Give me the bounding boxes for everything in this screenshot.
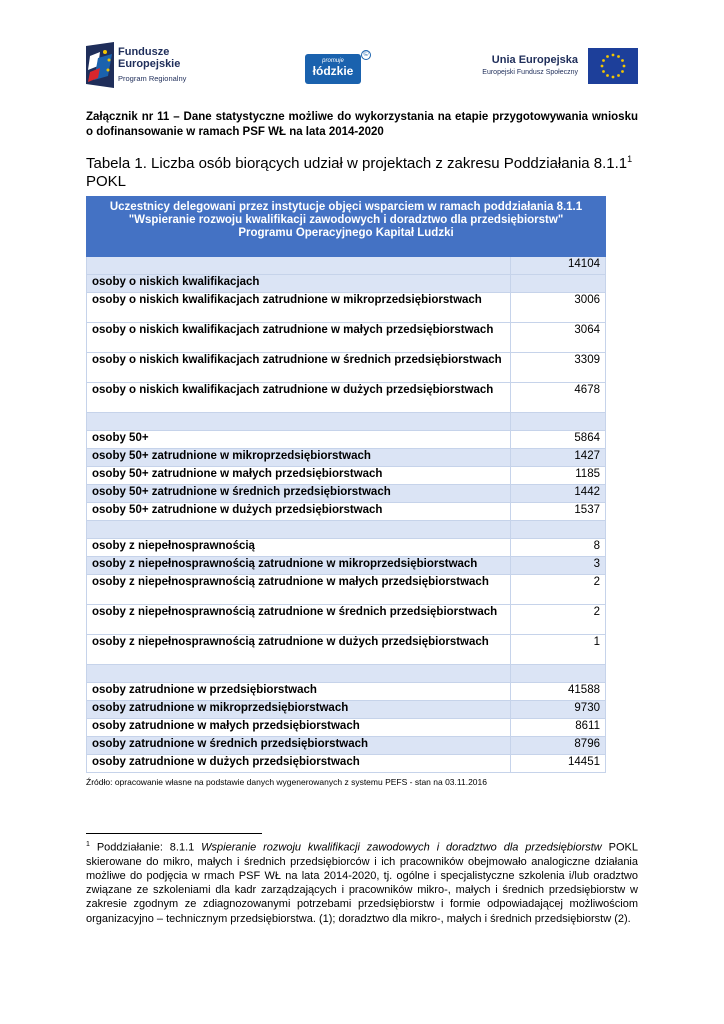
- table-row: [87, 665, 606, 683]
- table-header-cell: [87, 197, 606, 257]
- table-row: [87, 683, 606, 701]
- table-row: [87, 257, 606, 275]
- table-row: [87, 275, 606, 293]
- row-label: osoby z niepełnosprawnością zatrudnione w mikroprzedsiębiorstwach: [87, 557, 511, 575]
- row-label: osoby zatrudnione w przedsiębiorstwach: [87, 683, 511, 701]
- fe-flag-icon: [86, 42, 114, 88]
- row-value: 2: [511, 575, 606, 605]
- footnote-rest: POKL skierowane do mikro, małych i średnich przedsiębiorców i ich pracowników obejmowało analogiczne działania możliwe do podjęcia w rmach PSF WŁ na lata 2014-2020, tj. ogólne i specjalistyczne szkolenia i/lub oradztwo związane ze szkoleniami dla kadr zarządzających i pracowników mikro-, małych i średnich przedsiębiorstw w zakresie zgodnym ze zdiagnozowanymi potrzebami przedsiębiorstw i formie odpowiadającej możliwościom organizacyjno – technicznym przedsiębiorstwa. (1); doradztwo dla mikro-, małych i średnich przedsiębiorstw (2).: [86, 841, 638, 925]
- promuje-lodzkie-logo: [305, 50, 369, 86]
- statistics-table: [86, 196, 606, 773]
- table-row: [87, 701, 606, 719]
- table-row: [87, 467, 606, 485]
- row-label: osoby 50+ zatrudnione w średnich przedsiębiorstwach: [87, 485, 511, 503]
- row-label: osoby o niskich kwalifikacjach zatrudnione w małych przedsiębiorstwach: [87, 323, 511, 353]
- header-line-1: Uczestnicy delegowani przez instytucje objęci wsparciem w ramach poddziałania 8.1.1: [109, 201, 583, 213]
- lodz-small-text: promuje: [322, 58, 344, 64]
- row-label: [87, 413, 511, 431]
- table-title-tail: POKL: [86, 173, 127, 190]
- fe-subtitle: Program Regionalny: [118, 74, 187, 83]
- row-value: 14104: [511, 257, 606, 275]
- row-value: 41588: [511, 683, 606, 701]
- footnote-number: 1: [86, 841, 90, 848]
- row-value: 8796: [511, 737, 606, 755]
- table-row: [87, 605, 606, 635]
- table-row: [87, 323, 606, 353]
- row-label: osoby z niepełnosprawnością zatrudnione w dużych przedsiębiorstwach: [87, 635, 511, 665]
- row-label: osoby 50+: [87, 431, 511, 449]
- footnote-divider: [86, 833, 262, 834]
- table-row: [87, 635, 606, 665]
- ue-title: Unia Europejska: [491, 54, 578, 66]
- table-title: [86, 150, 638, 191]
- footnote-ref: 1: [627, 154, 633, 164]
- footnote: [86, 838, 638, 926]
- row-label: osoby o niskich kwalifikacjach: [87, 275, 511, 293]
- row-value: 9730: [511, 701, 606, 719]
- row-label: osoby z niepełnosprawnością zatrudnione w małych przedsiębiorstwach: [87, 575, 511, 605]
- annex-title: Załącznik nr 11 – Dane statystyczne możliwe do wykorzystania na etapie przygotowywania wniosku o dofinansowanie w ramach PSF WŁ na lata 2014-2020: [86, 111, 638, 138]
- row-value: 1: [511, 635, 606, 665]
- footnote-lead: Poddziałanie: 8.1.1: [89, 841, 202, 854]
- table-header-row: [87, 197, 606, 257]
- table-row: [87, 755, 606, 773]
- row-value: 4678: [511, 383, 606, 413]
- table-row: [87, 521, 606, 539]
- row-value: 5864: [511, 431, 606, 449]
- row-value: 3064: [511, 323, 606, 353]
- row-value: 1537: [511, 503, 606, 521]
- row-value: 14451: [511, 755, 606, 773]
- table-row: [87, 431, 606, 449]
- ue-subtitle: Europejski Fundusz Społeczny: [482, 69, 578, 76]
- table-row: [87, 503, 606, 521]
- row-value: [511, 275, 606, 293]
- footnote-italic: Wspieranie rozwoju kwalifikacji zawodowych i doradztwo dla przedsiębiorstw: [201, 841, 602, 854]
- row-label: osoby o niskich kwalifikacjach zatrudnione w średnich przedsiębiorstwach: [87, 353, 511, 383]
- table-row: [87, 383, 606, 413]
- table-row: [87, 293, 606, 323]
- row-value: 1185: [511, 467, 606, 485]
- table-row: [87, 737, 606, 755]
- row-value: [511, 665, 606, 683]
- row-value: 8611: [511, 719, 606, 737]
- row-value: 2: [511, 605, 606, 635]
- table-row: [87, 449, 606, 467]
- ue-text: [470, 54, 578, 76]
- table-row: [87, 413, 606, 431]
- row-value: 3006: [511, 293, 606, 323]
- fe-text: [118, 46, 186, 85]
- header-line-3: Programu Operacyjnego Kapitał Ludzki: [238, 227, 454, 239]
- row-value: 8: [511, 539, 606, 557]
- lodz-big-text: łódzkie: [312, 64, 354, 78]
- row-label: osoby o niskich kwalifikacjach zatrudnione w mikroprzedsiębiorstwach: [87, 293, 511, 323]
- row-label: osoby 50+ zatrudnione w małych przedsiębiorstwach: [87, 467, 511, 485]
- row-value: 3: [511, 557, 606, 575]
- fe-title-line2: Europejskie: [118, 58, 181, 70]
- table-row: [87, 539, 606, 557]
- table-row: [87, 575, 606, 605]
- row-label: osoby 50+ zatrudnione w mikroprzedsiębiorstwach: [87, 449, 511, 467]
- row-value: [511, 413, 606, 431]
- row-value: [511, 521, 606, 539]
- eu-flag-icon: [588, 48, 638, 84]
- row-value: 1442: [511, 485, 606, 503]
- row-label: osoby zatrudnione w dużych przedsiębiorstwach: [87, 755, 511, 773]
- unia-europejska-logo: [470, 48, 640, 88]
- table-row: [87, 557, 606, 575]
- row-label: osoby z niepełnosprawnością zatrudnione w średnich przedsiębiorstwach: [87, 605, 511, 635]
- copyright-icon: ©: [361, 50, 371, 60]
- row-label: osoby zatrudnione w mikroprzedsiębiorstwach: [87, 701, 511, 719]
- row-value: 1427: [511, 449, 606, 467]
- row-label: osoby o niskich kwalifikacjach zatrudnione w dużych przedsiębiorstwach: [87, 383, 511, 413]
- row-label: osoby zatrudnione w małych przedsiębiorstwach: [87, 719, 511, 737]
- row-value: 3309: [511, 353, 606, 383]
- table-title-text: Tabela 1. Liczba osób biorących udział w projektach z zakresu Poddziałania 8.1.1: [86, 155, 628, 172]
- table-row: [87, 719, 606, 737]
- lodz-box: [305, 54, 361, 84]
- fe-title-line1: Fundusze: [118, 46, 170, 58]
- row-label: osoby zatrudnione w średnich przedsiębiorstwach: [87, 737, 511, 755]
- row-label: [87, 665, 511, 683]
- table-row: [87, 353, 606, 383]
- row-label: [87, 521, 511, 539]
- table-row: [87, 485, 606, 503]
- fundusze-europejskie-logo: [86, 42, 206, 90]
- row-label: osoby z niepełnosprawnością: [87, 539, 511, 557]
- header-line-2: "Wspieranie rozwoju kwalifikacji zawodowych i doradztwo dla przedsiębiorstw": [128, 214, 564, 226]
- source-note: Źródło: opracowanie własne na podstawie danych wygenerowanych z systemu PEFS - stan na 03.11.2016: [86, 777, 487, 787]
- row-label: [87, 257, 511, 275]
- row-label: osoby 50+ zatrudnione w dużych przedsiębiorstwach: [87, 503, 511, 521]
